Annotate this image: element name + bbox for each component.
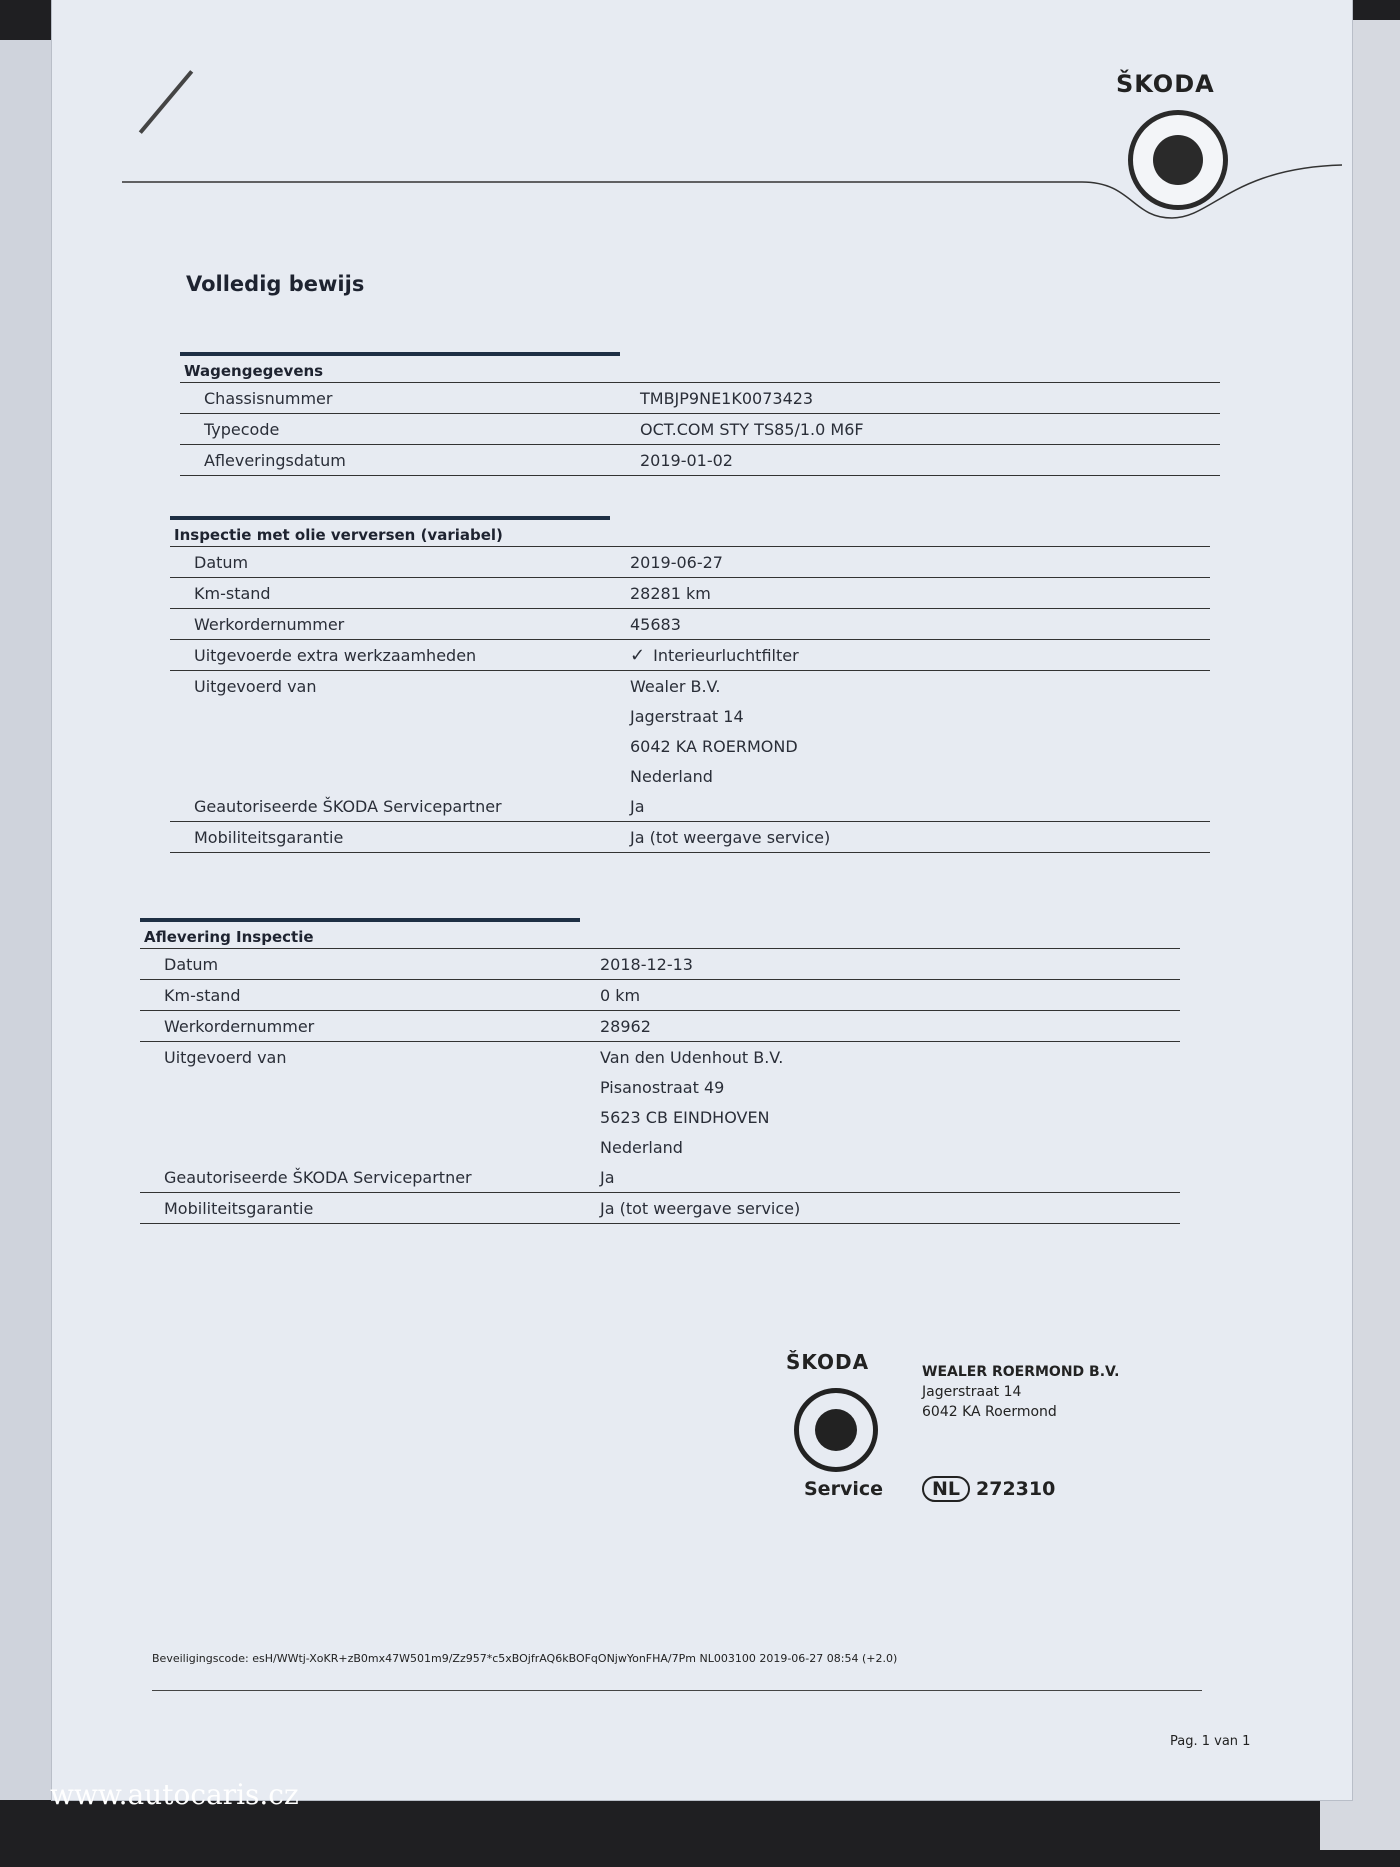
watermark: www.autocaris.cz	[50, 1778, 299, 1811]
row-label: Typecode	[204, 419, 280, 439]
table-row	[180, 445, 1220, 476]
row-label: Uitgevoerde extra werkzaamheden	[194, 645, 477, 665]
row-value: Jagerstraat 14	[630, 706, 744, 726]
row-value: 2019-06-27	[630, 552, 723, 572]
stamp-brand: ŠKODA	[786, 1350, 870, 1374]
row-label: Uitgevoerd van	[194, 676, 317, 696]
row-value: Wealer B.V.	[630, 676, 721, 696]
row-value: Ja (tot weergave service)	[630, 827, 831, 847]
table-row	[170, 578, 1210, 609]
row-label: Werkordernummer	[194, 614, 345, 634]
row-value: 28962	[600, 1016, 651, 1036]
row-value: Ja (tot weergave service)	[600, 1198, 801, 1218]
stamp-dealer-name: WEALER ROERMOND B.V.	[922, 1364, 1120, 1380]
security-code: Beveiligingscode: esH/WWtj-XoKR+zB0mx47W501m9/Zz957*c5xBOjfrAQ6kBOFqONjwYonFHA/7Pm NL003100 2019-06-27 08:54 (+2.0)	[152, 1652, 898, 1665]
page-number: Pag. 1 van 1	[1170, 1734, 1251, 1749]
row-value: Ja	[630, 796, 645, 816]
row-label: Uitgevoerd van	[164, 1047, 287, 1067]
checkmark-icon: ✓	[630, 644, 646, 666]
row-value: 2018-12-13	[600, 954, 693, 974]
table-row	[180, 383, 1220, 414]
row-label: Afleveringsdatum	[204, 450, 346, 470]
row-label: Mobiliteitsgarantie	[164, 1198, 314, 1218]
stamp-city: 6042 KA Roermond	[922, 1404, 1057, 1420]
table-row	[140, 949, 1180, 980]
row-label: Geautoriseerde ŠKODA Servicepartner	[194, 796, 502, 816]
table-row	[170, 547, 1210, 578]
section-aflevering	[140, 918, 1180, 1224]
stamp-service-label: Service	[804, 1478, 883, 1500]
page-title: Volledig bewijs	[186, 272, 365, 296]
header-divider	[122, 150, 1342, 230]
row-label: Mobiliteitsgarantie	[194, 827, 344, 847]
table-row	[170, 731, 1210, 761]
table-row	[180, 414, 1220, 445]
dealer-number: 272310	[976, 1478, 1056, 1500]
skoda-logo-icon	[794, 1388, 878, 1472]
table-row	[170, 822, 1210, 853]
section-wagengegevens	[180, 352, 1220, 476]
table-row	[140, 1193, 1180, 1224]
table-row	[140, 1162, 1180, 1193]
row-value: 45683	[630, 614, 681, 634]
row-value: Van den Udenhout B.V.	[600, 1047, 784, 1067]
stamp-dealer-number	[922, 1476, 1055, 1502]
section-inspectie	[170, 516, 1210, 853]
stamp-street: Jagerstraat 14	[922, 1384, 1022, 1400]
row-label: Geautoriseerde ŠKODA Servicepartner	[164, 1167, 472, 1187]
row-value: 6042 KA ROERMOND	[630, 736, 798, 756]
row-label: Werkordernummer	[164, 1016, 315, 1036]
row-value: Ja	[600, 1167, 615, 1187]
row-value: Nederland	[630, 766, 713, 786]
stamp-address	[922, 1362, 1119, 1422]
table-row	[170, 609, 1210, 640]
row-label: Km-stand	[194, 583, 271, 603]
skoda-brand: ŠKODA	[1116, 70, 1215, 98]
table-row	[170, 761, 1210, 791]
dealer-stamp	[786, 1350, 1146, 1530]
pen-mark	[139, 70, 193, 134]
row-value: 0 km	[600, 985, 641, 1005]
table-row	[170, 791, 1210, 822]
section-heading: Wagengegevens	[180, 356, 1220, 383]
table-row	[140, 980, 1180, 1011]
table-row	[140, 1011, 1180, 1042]
section-heading: Inspectie met olie verversen (variabel)	[170, 520, 1210, 547]
row-label: Chassisnummer	[204, 388, 333, 408]
row-value: 28281 km	[630, 583, 711, 603]
country-code: NL	[922, 1476, 970, 1502]
footer-divider	[152, 1690, 1202, 1691]
section-heading: Aflevering Inspectie	[140, 922, 1180, 949]
row-value: Interieurluchtfilter	[653, 645, 799, 665]
row-label: Datum	[164, 954, 219, 974]
table-row	[140, 1102, 1180, 1132]
table-row	[170, 640, 1210, 671]
row-value: Nederland	[600, 1137, 683, 1157]
table-row	[140, 1072, 1180, 1102]
row-value: 5623 CB EINDHOVEN	[600, 1107, 770, 1127]
row-value: OCT.COM STY TS85/1.0 M6F	[640, 419, 864, 439]
document-page	[52, 0, 1352, 1800]
row-value: TMBJP9NE1K0073423	[640, 388, 814, 408]
table-row	[170, 671, 1210, 701]
table-row	[170, 701, 1210, 731]
row-value: Pisanostraat 49	[600, 1077, 725, 1097]
table-row	[140, 1132, 1180, 1162]
row-label: Datum	[194, 552, 249, 572]
table-row	[140, 1042, 1180, 1072]
row-label: Km-stand	[164, 985, 241, 1005]
row-value: 2019-01-02	[640, 450, 733, 470]
